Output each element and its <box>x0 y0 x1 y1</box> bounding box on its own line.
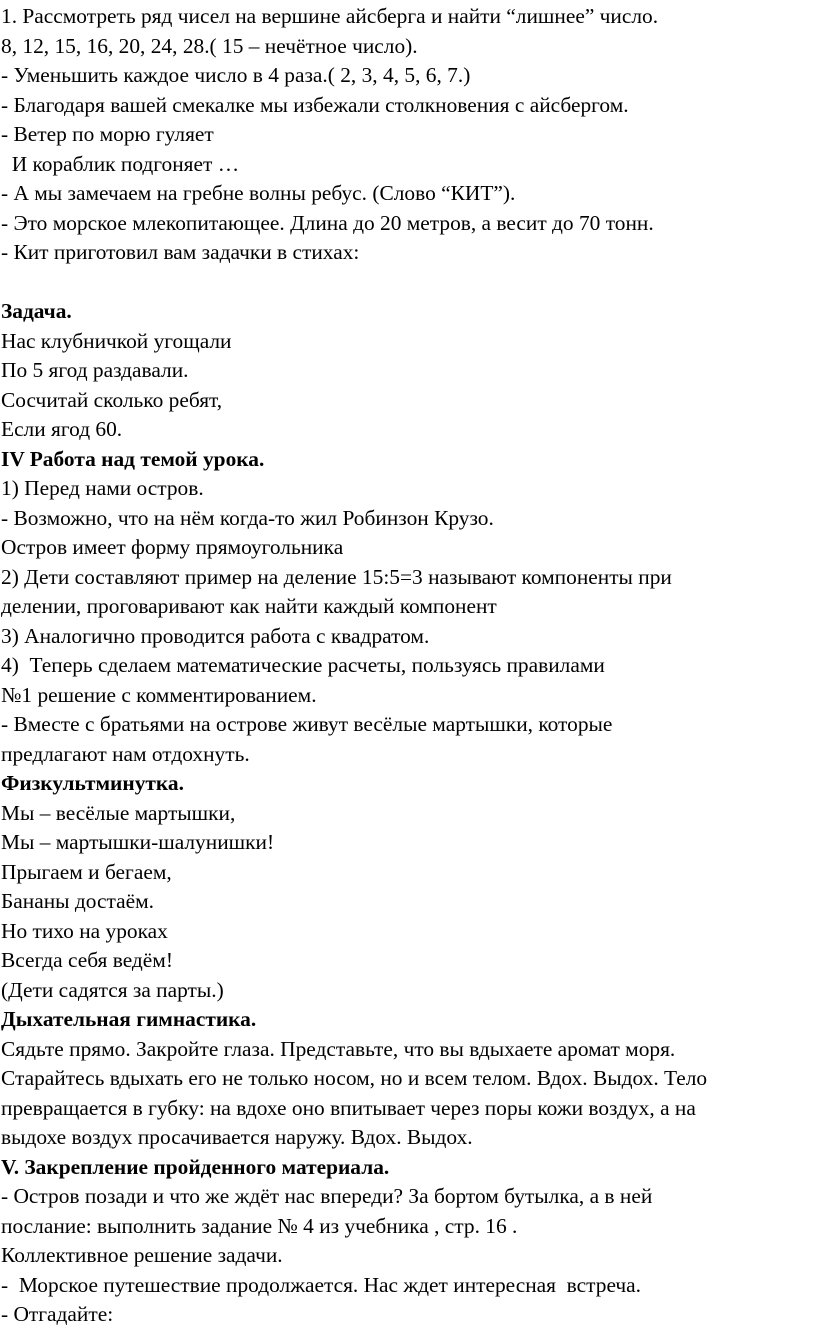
text-line: Сосчитай сколько ребят, <box>1 387 223 412</box>
text-line: По 5 ягод раздавали. <box>1 358 189 382</box>
text-line: - Кит приготовил вам задачки в стихах: <box>1 240 360 264</box>
text-line: Прыгаем и бегаем, <box>1 859 172 884</box>
text-line: - Остров позади и что же ждёт нас впереди? За бортом бутылка, а в ней <box>1 1184 653 1208</box>
text-line: 2) Дети составляют пример на деление 15:5=3 называют компоненты при <box>1 564 672 589</box>
text-line: Коллективное решение задачи. <box>1 1243 283 1267</box>
text-line: - Благодаря вашей смекалке мы избежали столкновения с айсбергом. <box>1 92 629 117</box>
text-line: - Вместе с братьями на острове живут весёлые мартышки, которые <box>1 712 613 736</box>
text-line: (Дети садятся за парты.) <box>1 977 224 1002</box>
text-line: - Отгадайте: <box>1 1302 114 1326</box>
text-line: 8, 12, 15, 16, 20, 24, 28.( 15 – нечётное число). <box>1 33 418 58</box>
text-line: Мы – весёлые мартышки, <box>1 800 236 825</box>
text-line: 4) Теперь сделаем математические расчеты, пользуясь правилами <box>1 653 605 677</box>
text-line: - Возможно, что на нём когда-то жил Робинзон Крузо. <box>1 505 494 530</box>
section-heading-physical-break: Физкультминутка. <box>1 771 184 795</box>
text-line: превращается в губку: на вдохе оно впитывает через поры кожи воздух, а на <box>1 1095 696 1120</box>
section-heading-task: Задача. <box>1 299 72 323</box>
text-line: Нас клубничкой угощали <box>1 328 232 353</box>
text-line: Бананы достаём. <box>1 889 154 913</box>
text-line: делении, проговаривают как найти каждый компонент <box>1 594 497 618</box>
text-line: - Уменьшить каждое число в 4 раза.( 2, 3, 4, 5, 6, 7.) <box>1 63 471 87</box>
section-heading-reinforcement: V. Закрепление пройденного материала. <box>1 1154 390 1179</box>
text-line: И кораблик подгоняет … <box>1 151 240 176</box>
text-line: Остров имеет форму прямоугольника <box>1 535 344 559</box>
section-heading-lesson-topic: IV Работа над темой урока. <box>1 446 265 471</box>
text-line: №1 решение с комментированием. <box>1 682 317 707</box>
text-line: послание: выполнить задание № 4 из учебника , стр. 16 . <box>1 1213 518 1238</box>
text-line: Мы – мартышки-шалунишки! <box>1 830 275 854</box>
text-line: 1. Рассмотреть ряд чисел на вершине айсберга и найти “лишнее” число. <box>1 4 659 28</box>
text-line: Старайтесь вдыхать его не только носом, но и всем телом. Вдох. Выдох. Тело <box>1 1066 708 1090</box>
text-line: - Ветер по морю гуляет <box>1 122 214 146</box>
section-heading-breathing: Дыхательная гимнастика. <box>1 1007 257 1031</box>
text-line: 1) Перед нами остров. <box>1 476 204 500</box>
text-line: - А мы замечаем на гребне волны ребус. (Слово “КИТ”). <box>1 181 516 205</box>
text-line: 3) Аналогично проводится работа с квадратом. <box>1 623 430 648</box>
text-line: Всегда себя ведём! <box>1 948 173 972</box>
text-line: - Морское путешествие продолжается. Нас ждет интересная встреча. <box>1 1272 642 1297</box>
text-line: Если ягод 60. <box>1 417 123 441</box>
text-line: предлагают нам отдохнуть. <box>1 741 250 766</box>
text-line: Но тихо на уроках <box>1 918 168 943</box>
text-line: - Это морское млекопитающее. Длина до 20 метров, а весит до 70 тонн. <box>1 210 654 235</box>
text-line: Сядьте прямо. Закройте глаза. Представьте, что вы вдыхаете аромат моря. <box>1 1036 676 1061</box>
text-line: выдохе воздух просачивается наружу. Вдох. Выдох. <box>1 1125 473 1149</box>
blank-line <box>1 268 816 298</box>
